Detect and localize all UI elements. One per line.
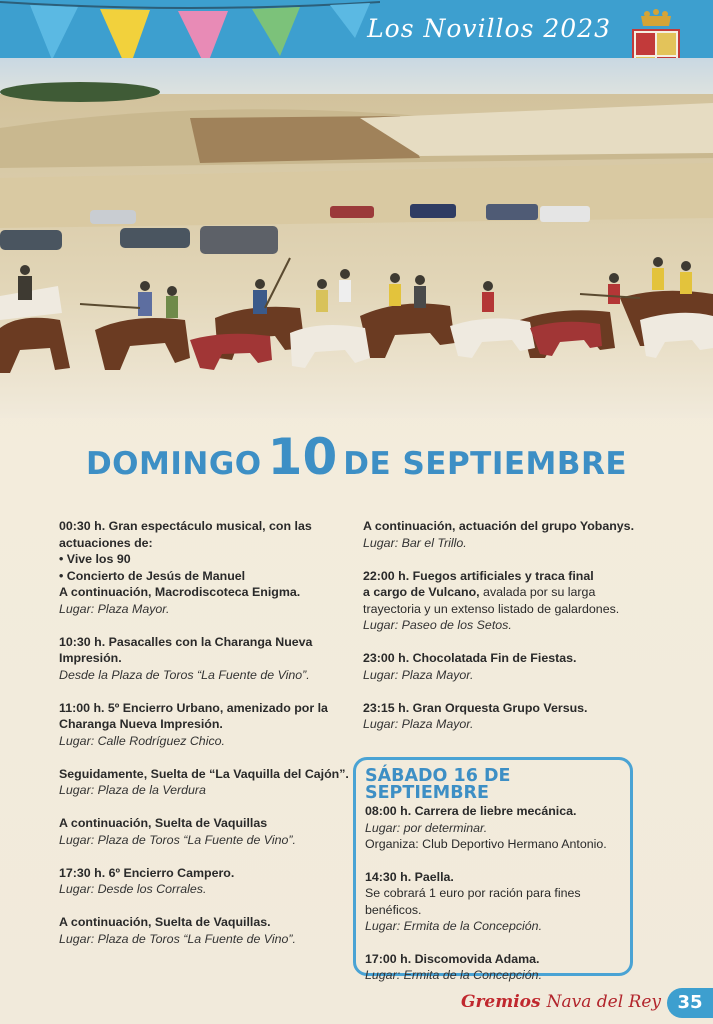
- event-line: • Vive los 90: [59, 552, 131, 566]
- event-line: • Concierto de Jesús de Manuel: [59, 568, 246, 583]
- event-title: A continuación, Suelta de Vaquillas.: [59, 915, 271, 929]
- bunting-flag: [30, 5, 78, 60]
- event-place: Lugar: por determinar.: [365, 820, 488, 835]
- event-title-cont: a cargo de Vulcano,: [363, 585, 480, 599]
- event-place: Lugar: Bar el Trillo.: [363, 535, 467, 550]
- page-number: 35: [667, 988, 713, 1018]
- event-title: 17:30 h. 6º Encierro Campero.: [59, 865, 235, 880]
- event-place: Lugar: Ermita de la Concepción.: [365, 968, 543, 982]
- left-column: [59, 518, 349, 964]
- event-description: [363, 584, 653, 617]
- event-title: 11:00 h. 5º Encierro Urbano, amenizado por la Charanga Nueva Impresión.: [59, 700, 328, 731]
- event-item: [363, 518, 653, 551]
- event-organizer: Organiza: Club Deportivo Hermano Antonio.: [365, 837, 607, 851]
- bull-run-photo: [0, 58, 713, 418]
- event-title: 08:00 h. Carrera de liebre mecánica.: [365, 804, 577, 818]
- heading-day-number: 10: [267, 428, 338, 486]
- bunting-flag: [330, 3, 370, 38]
- event-item: [363, 568, 653, 634]
- heading-month: DE SEPTIEMBRE: [343, 446, 628, 482]
- event-item: [365, 869, 630, 935]
- saturday-title: SÁBADO 16 DE SEPTIEMBRE: [365, 766, 511, 803]
- event-title: 23:00 h. Chocolatada Fin de Fiestas.: [363, 651, 577, 665]
- event-item: [59, 634, 349, 684]
- event-title: 14:30 h. Paella.: [365, 869, 454, 884]
- event-title: 00:30 h. Gran espectáculo musical, con las actuaciones de:: [59, 519, 312, 550]
- event-place: Lugar: Plaza Mayor.: [59, 601, 170, 616]
- event-item: [59, 815, 349, 848]
- heading-weekday: DOMINGO: [85, 446, 262, 482]
- footer-town: Nava del Rey: [546, 992, 661, 1012]
- event-line: A continuación, Macrodiscoteca Enigma.: [59, 585, 301, 599]
- event-place: Lugar: Plaza de Toros “La Fuente de Vino”.: [59, 832, 296, 847]
- event-place: Desde la Plaza de Toros “La Fuente de Vino”.: [59, 667, 310, 682]
- event-place: Lugar: Desde los Corrales.: [59, 882, 207, 896]
- event-title: 22:00 h. Fuegos artificiales y traca final: [363, 568, 594, 583]
- event-title: 10:30 h. Pasacalles con la Charanga Nueva Impresión.: [59, 634, 313, 665]
- event-item: [365, 803, 630, 853]
- event-place: Lugar: Plaza de Toros “La Fuente de Vino”.: [59, 931, 296, 946]
- header-title: Los Novillos 2023: [367, 14, 611, 43]
- event-item: [59, 518, 349, 617]
- event-place: Lugar: Ermita de la Concepción.: [365, 919, 543, 933]
- event-item: [59, 766, 349, 799]
- event-title: A continuación, actuación del grupo Yobanys.: [363, 519, 635, 533]
- event-item: [59, 914, 349, 947]
- event-title: 23:15 h. Gran Orquesta Grupo Versus.: [363, 700, 588, 715]
- event-place: Lugar: Calle Rodríguez Chico.: [59, 733, 225, 748]
- event-place: Lugar: Paseo de los Setos.: [363, 618, 512, 632]
- event-item: [365, 951, 630, 984]
- right-column: [363, 518, 653, 749]
- event-place: Lugar: Plaza de la Verdura: [59, 783, 206, 797]
- main-heading: [0, 428, 713, 486]
- event-item: [363, 700, 653, 733]
- bunting-flag: [252, 7, 300, 56]
- event-place: Lugar: Plaza Mayor.: [363, 667, 474, 682]
- footer-brand: Gremios: [460, 992, 541, 1012]
- event-title: 17:00 h. Discomovida Adama.: [365, 951, 540, 966]
- event-title: Seguidamente, Suelta de “La Vaquilla del Cajón”.: [59, 766, 349, 781]
- event-item: [59, 865, 349, 898]
- event-place: Lugar: Plaza Mayor.: [363, 717, 474, 731]
- event-item: [59, 700, 349, 750]
- footer-logo: [461, 992, 661, 1012]
- event-item: [363, 650, 653, 683]
- saturday-box: [353, 757, 633, 982]
- event-description: Se cobrará 1 euro por ración para fines benéficos.: [365, 886, 581, 917]
- event-title: A continuación, Suelta de Vaquillas: [59, 816, 268, 830]
- event-description-text: avalada por su larga trayectoria y un extenso listado de galardones.: [363, 585, 620, 616]
